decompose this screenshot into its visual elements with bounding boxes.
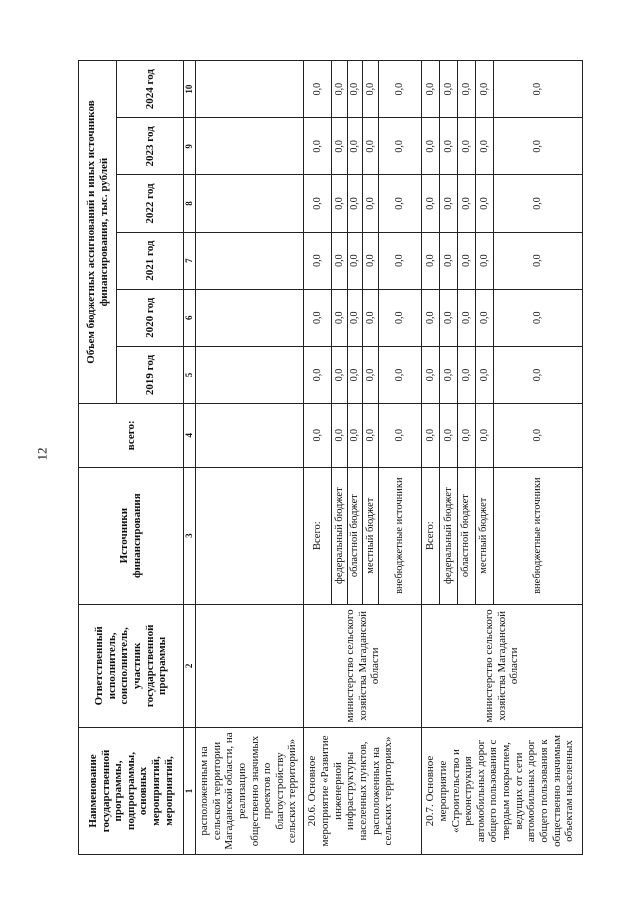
page-number: 12 [34, 447, 50, 461]
funding-value: 0,0 [378, 232, 421, 289]
funding-value: 0,0 [347, 175, 363, 232]
activity-executor: министерство сельского хозяйства Магаданской области [304, 604, 422, 727]
funding-value: 0,0 [493, 289, 582, 346]
funding-source: Всего: [422, 467, 440, 604]
column-number: 5 [184, 346, 196, 403]
funding-value: 0,0 [422, 232, 440, 289]
funding-value: 0,0 [493, 118, 582, 175]
column-number: 10 [184, 61, 196, 118]
budget-table [78, 60, 583, 855]
funding-value: 0,0 [475, 61, 493, 118]
continuation-text: расположенным на сельской территории Магаданской области, на реализацию общественно значимых проектов по благоустройству сельских территорий» [195, 727, 303, 854]
funding-value: 0,0 [475, 175, 493, 232]
funding-value: 0,0 [457, 61, 475, 118]
funding-value: 0,0 [457, 232, 475, 289]
activity-name: 20.7. Основное мероприятие «Строительство и реконструкция автомобильных дорог общего пользования с твердым покрытием, ведущих от сети автомобильных дорог общего пользования к общественно значимым объектам населенных [422, 727, 583, 854]
funding-value: 0,0 [493, 232, 582, 289]
empty-cell [195, 467, 303, 604]
funding-value: 0,0 [440, 61, 458, 118]
empty-cell [195, 346, 303, 403]
header-year: 2023 год [117, 118, 184, 175]
funding-value: 0,0 [304, 232, 332, 289]
funding-value: 0,0 [332, 61, 348, 118]
funding-value: 0,0 [457, 346, 475, 403]
column-number: 2 [184, 604, 196, 727]
funding-value: 0,0 [347, 118, 363, 175]
funding-value: 0,0 [440, 232, 458, 289]
header-executor: Ответственный исполнитель, соисполнитель, участник государственной программы [79, 604, 184, 727]
header-total: всего: [79, 404, 184, 468]
header-source: Источники финансирования [79, 467, 184, 604]
funding-value: 0,0 [347, 289, 363, 346]
funding-value: 0,0 [332, 118, 348, 175]
column-number: 4 [184, 404, 196, 468]
header-name: Наименование государственной программы, подпрограммы, основных мероприятий, мероприятий, [79, 727, 184, 854]
empty-cell [195, 232, 303, 289]
funding-value: 0,0 [304, 346, 332, 403]
activity-executor: министерство сельского хозяйства Магаданской области [422, 604, 583, 727]
column-number: 9 [184, 118, 196, 175]
header-year: 2019 год [117, 346, 184, 403]
funding-value: 0,0 [440, 346, 458, 403]
funding-value: 0,0 [363, 232, 379, 289]
header-row [79, 61, 117, 855]
funding-source: внебюджетные источники [378, 467, 421, 604]
rotated-page [78, 60, 583, 855]
funding-value: 0,0 [347, 232, 363, 289]
funding-value: 0,0 [332, 175, 348, 232]
funding-value: 0,0 [304, 61, 332, 118]
column-number: 8 [184, 175, 196, 232]
empty-cell [195, 404, 303, 468]
empty-cell [195, 289, 303, 346]
table-body [79, 61, 583, 855]
funding-source: федеральный бюджет [332, 467, 348, 604]
funding-value: 0,0 [422, 61, 440, 118]
funding-value: 0,0 [378, 289, 421, 346]
funding-value: 0,0 [475, 232, 493, 289]
funding-row [304, 61, 332, 855]
funding-value: 0,0 [493, 346, 582, 403]
funding-value: 0,0 [422, 289, 440, 346]
funding-value: 0,0 [363, 346, 379, 403]
column-number-row [184, 61, 196, 855]
funding-value: 0,0 [422, 404, 440, 468]
funding-value: 0,0 [347, 404, 363, 468]
funding-value: 0,0 [440, 175, 458, 232]
funding-value: 0,0 [378, 404, 421, 468]
funding-value: 0,0 [493, 175, 582, 232]
funding-value: 0,0 [378, 118, 421, 175]
funding-value: 0,0 [493, 404, 582, 468]
column-number: 3 [184, 467, 196, 604]
funding-value: 0,0 [378, 61, 421, 118]
empty-cell [195, 604, 303, 727]
funding-source: федеральный бюджет [440, 467, 458, 604]
funding-source: Всего: [304, 467, 332, 604]
funding-value: 0,0 [457, 175, 475, 232]
funding-value: 0,0 [457, 289, 475, 346]
funding-value: 0,0 [422, 118, 440, 175]
funding-value: 0,0 [475, 404, 493, 468]
funding-value: 0,0 [363, 61, 379, 118]
funding-value: 0,0 [440, 289, 458, 346]
column-number: 1 [184, 727, 196, 854]
funding-value: 0,0 [363, 175, 379, 232]
funding-value: 0,0 [475, 118, 493, 175]
funding-value: 0,0 [332, 289, 348, 346]
funding-source: внебюджетные источники [493, 467, 582, 604]
funding-row [422, 61, 440, 855]
funding-value: 0,0 [347, 61, 363, 118]
funding-value: 0,0 [378, 346, 421, 403]
funding-source: местный бюджет [475, 467, 493, 604]
funding-value: 0,0 [332, 404, 348, 468]
header-year: 2020 год [117, 289, 184, 346]
funding-value: 0,0 [457, 118, 475, 175]
header-budget-group: Объем бюджетных ассигнований и иных источников финансирования, тыс. рублей [79, 61, 117, 404]
funding-value: 0,0 [440, 118, 458, 175]
funding-value: 0,0 [440, 404, 458, 468]
funding-value: 0,0 [332, 232, 348, 289]
empty-cell [195, 61, 303, 118]
continuation-row [195, 61, 303, 855]
activity-name: 20.6. Основное мероприятие «Развитие инженерной инфраструктуры населенных пунктов, расположенных на сельских территориях» [304, 727, 422, 854]
funding-value: 0,0 [304, 404, 332, 468]
funding-value: 0,0 [475, 289, 493, 346]
funding-value: 0,0 [475, 346, 493, 403]
funding-value: 0,0 [332, 346, 348, 403]
funding-value: 0,0 [363, 404, 379, 468]
funding-value: 0,0 [378, 175, 421, 232]
funding-value: 0,0 [304, 175, 332, 232]
header-year: 2024 год [117, 61, 184, 118]
funding-value: 0,0 [363, 118, 379, 175]
funding-source: областной бюджет [457, 467, 475, 604]
funding-value: 0,0 [304, 289, 332, 346]
funding-value: 0,0 [457, 404, 475, 468]
funding-value: 0,0 [347, 346, 363, 403]
funding-value: 0,0 [422, 175, 440, 232]
funding-source: местный бюджет [363, 467, 379, 604]
empty-cell [195, 175, 303, 232]
funding-value: 0,0 [422, 346, 440, 403]
empty-cell [195, 118, 303, 175]
funding-value: 0,0 [493, 61, 582, 118]
funding-value: 0,0 [304, 118, 332, 175]
header-year: 2022 год [117, 175, 184, 232]
column-number: 6 [184, 289, 196, 346]
header-year: 2021 год [117, 232, 184, 289]
funding-value: 0,0 [363, 289, 379, 346]
column-number: 7 [184, 232, 196, 289]
funding-source: областной бюджет [347, 467, 363, 604]
